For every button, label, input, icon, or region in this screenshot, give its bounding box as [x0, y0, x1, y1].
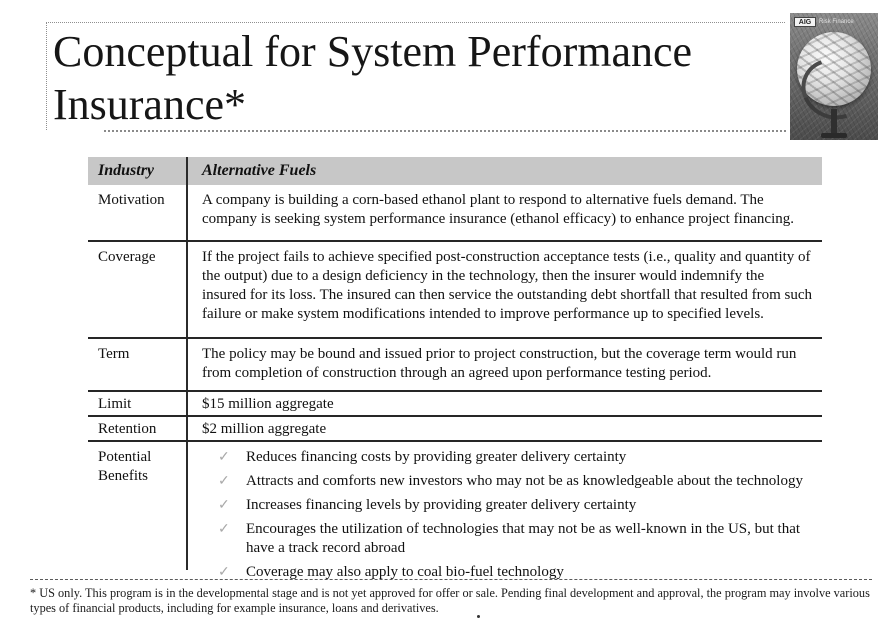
- benefit-item: [202, 496, 812, 515]
- row-text: $15 million aggregate: [186, 392, 822, 415]
- table-row-coverage: [88, 240, 822, 337]
- checkmark-icon: ✓: [218, 522, 230, 537]
- company-logo: [790, 13, 878, 140]
- slide-title-line1: Conceptual for System Performance: [53, 27, 693, 76]
- row-label: Retention: [98, 421, 157, 437]
- brand-logo-text: AIG: [794, 17, 816, 27]
- row-label: Coverage: [98, 249, 156, 265]
- benefit-text: Reduces financing costs by providing greater delivery certainty: [246, 449, 627, 465]
- benefit-item: [202, 448, 812, 467]
- table-header-row: [88, 157, 822, 185]
- table-row-retention: [88, 415, 822, 440]
- footnote-divider: [30, 579, 872, 580]
- row-text: $2 million aggregate: [186, 417, 822, 440]
- header-industry: Industry: [98, 162, 155, 179]
- title-underline: [104, 130, 786, 132]
- insurance-table: [88, 157, 822, 580]
- benefit-item: [202, 520, 812, 558]
- scan-artifact-dot: [477, 615, 480, 618]
- slide-title-line2: Insurance*: [53, 80, 247, 129]
- row-label: Motivation: [98, 192, 165, 208]
- checkmark-icon: ✓: [218, 498, 230, 513]
- table-row-motivation: [88, 185, 822, 240]
- row-label: Limit: [98, 396, 132, 412]
- globe-stand-base: [821, 133, 847, 138]
- row-text: The policy may be bound and issued prior to project construction, but the coverage term would run from completion of construction through an agreed upon performance testing period.: [186, 339, 822, 390]
- row-label: Potential Benefits: [98, 449, 152, 484]
- benefit-text: Encourages the utilization of technologies that may not be as well-known in the US, but that have a track record abroad: [246, 521, 801, 556]
- row-label: Term: [98, 346, 130, 362]
- footnote-text: * US only. This program is in the developmental stage and is not yet approved for offer or sale. Pending final development and approval, the program may involve various types of financial products, including for example insurance, loans and derivatives.: [30, 586, 870, 615]
- checkmark-icon: ✓: [218, 474, 230, 489]
- row-text: A company is building a corn-based ethanol plant to respond to alternative fuels demand. The company is seeking system performance insurance (ethanol efficacy) to enhance project financing.: [186, 185, 822, 240]
- table-row-potential-benefits: [88, 440, 822, 580]
- slide-title-box: [46, 22, 785, 130]
- brand-logo-subtitle: Risk Finance: [819, 19, 854, 25]
- header-alternative-fuels: Alternative Fuels: [186, 157, 822, 185]
- row-text: If the project fails to achieve specified post-construction acceptance tests (i.e., quality and quantity of the output) due to a design deficiency in the technology, then the insurer would indemnify the insured for its loss. The insured can then service the outstanding debt shortfall that resulted from such failure or make system modifications intended to improve performance up to specified levels.: [186, 242, 822, 337]
- benefit-item: [202, 472, 812, 491]
- benefits-list: [186, 442, 822, 580]
- checkmark-icon: ✓: [218, 450, 230, 465]
- table-row-limit: [88, 390, 822, 415]
- globe-stand-post: [831, 109, 837, 135]
- table-row-term: [88, 337, 822, 390]
- benefit-text: Attracts and comforts new investors who may not be as knowledgeable about the technology: [246, 473, 803, 489]
- checkmark-icon: ✓: [218, 565, 230, 580]
- benefit-text: Increases financing levels by providing greater delivery certainty: [246, 497, 637, 513]
- benefit-text: Coverage may also apply to coal bio-fuel technology: [246, 564, 564, 580]
